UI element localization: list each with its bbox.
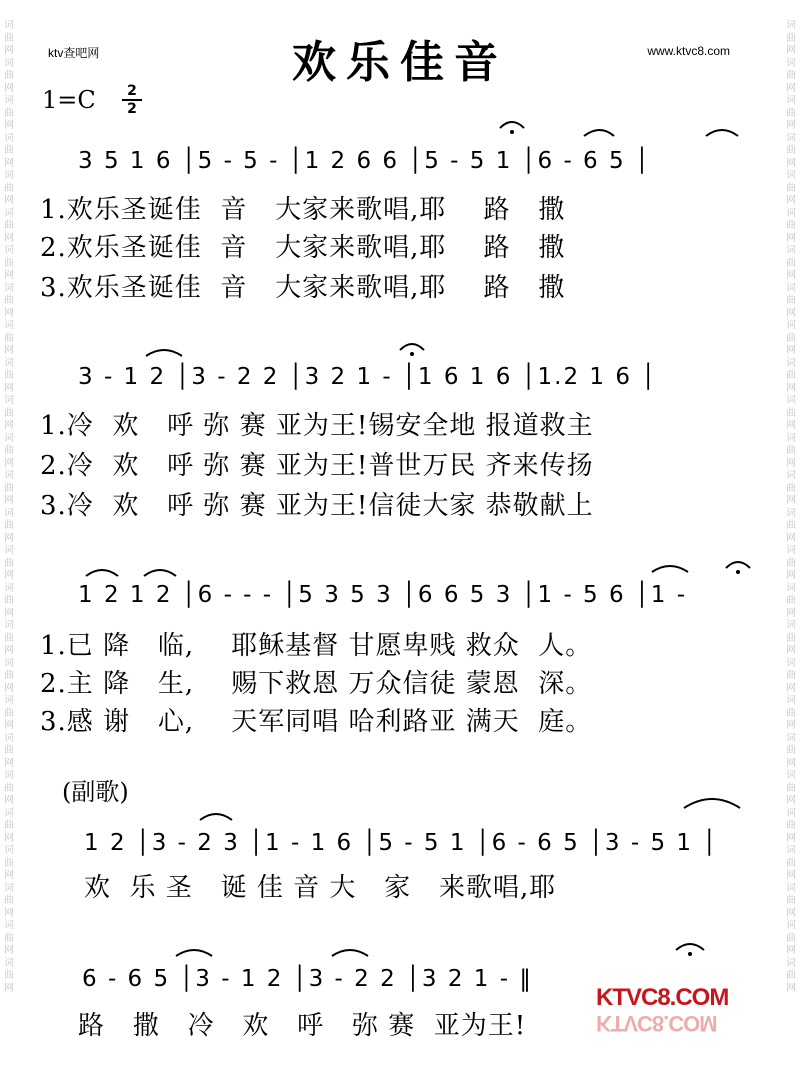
side-watermark-char: 曲 bbox=[786, 445, 796, 456]
side-watermark-char: 曲 bbox=[4, 857, 14, 869]
side-watermark-char: 曲 bbox=[786, 782, 796, 794]
side-watermark-char: 曲 bbox=[786, 670, 796, 681]
side-watermark-char: 曲 bbox=[786, 932, 796, 944]
side-watermark-char: 词 bbox=[4, 207, 14, 219]
side-watermark-char: 曲 bbox=[4, 820, 14, 831]
side-watermark-char: 词 bbox=[4, 432, 14, 444]
side-watermark-char: 网 bbox=[786, 157, 796, 169]
side-watermark-char: 网 bbox=[4, 45, 14, 56]
side-watermark-char: 词 bbox=[786, 807, 796, 819]
side-watermark-char: 词 bbox=[786, 320, 796, 331]
side-watermark-char: 网 bbox=[4, 232, 14, 244]
staff-line-1-lyric-1: 1.欢乐圣诞佳 音 大家来歌唱,耶 路 撒 bbox=[40, 195, 566, 225]
fermata-dot bbox=[410, 352, 414, 356]
side-watermark-char: 词 bbox=[786, 545, 796, 556]
side-watermark-char: 词 bbox=[786, 245, 796, 256]
refrain-label: (副歌) bbox=[62, 778, 129, 806]
side-watermark-char: 曲 bbox=[4, 595, 14, 606]
side-watermark-char: 词 bbox=[4, 732, 14, 744]
side-watermark-char: 词 bbox=[4, 582, 14, 594]
side-watermark-char: 曲 bbox=[786, 895, 796, 906]
side-watermark-char: 网 bbox=[786, 832, 796, 844]
side-watermark-char: 词 bbox=[4, 320, 14, 331]
side-watermark-char: 曲 bbox=[4, 407, 14, 419]
slur-mark bbox=[726, 562, 750, 568]
side-watermark-char: 词 bbox=[4, 957, 14, 969]
side-watermark-char: 曲 bbox=[786, 407, 796, 419]
side-watermark-char: 词 bbox=[786, 770, 796, 781]
slur-mark bbox=[706, 130, 738, 136]
side-watermark-char: 曲 bbox=[4, 707, 14, 719]
side-watermark-char: 网 bbox=[4, 945, 14, 956]
side-watermark-char: 词 bbox=[4, 20, 14, 31]
side-watermark-char: 词 bbox=[4, 245, 14, 256]
side-watermark-char: 曲 bbox=[4, 32, 14, 44]
side-watermark-char: 网 bbox=[786, 720, 796, 731]
site-url[interactable]: www.ktvc8.com bbox=[647, 44, 730, 58]
side-watermark-char: 网 bbox=[4, 532, 14, 544]
side-watermark-char: 网 bbox=[4, 120, 14, 131]
side-watermark-char: 曲 bbox=[786, 970, 796, 981]
slur-mark bbox=[500, 122, 524, 128]
side-watermark-char: 网 bbox=[786, 532, 796, 544]
side-watermark-char: 曲 bbox=[4, 745, 14, 756]
slur-mark bbox=[332, 950, 368, 956]
side-watermark-char: 网 bbox=[786, 795, 796, 806]
side-watermark-char: 曲 bbox=[4, 670, 14, 681]
side-watermark-char: 曲 bbox=[4, 332, 14, 344]
side-watermark-char: 曲 bbox=[786, 70, 796, 81]
staff-line-3-lyric-3: 3.感 谢 心, 天军同唱 哈利路亚 满天 庭。 bbox=[40, 707, 593, 737]
side-watermark-char: 曲 bbox=[786, 370, 796, 381]
side-watermark-char: 网 bbox=[786, 570, 796, 581]
slur-mark bbox=[584, 130, 614, 136]
side-watermark-char: 网 bbox=[4, 157, 14, 169]
side-watermark-char: 网 bbox=[4, 907, 14, 919]
side-watermark-char: 词 bbox=[4, 357, 14, 369]
side-watermark-char: 词 bbox=[4, 657, 14, 669]
side-watermark-char: 网 bbox=[4, 607, 14, 619]
side-watermark-char: 曲 bbox=[786, 32, 796, 44]
slur-mark bbox=[676, 944, 704, 950]
side-watermark-char: 曲 bbox=[786, 145, 796, 156]
side-watermark-char: 词 bbox=[786, 845, 796, 856]
side-watermark-char: 曲 bbox=[4, 370, 14, 381]
staff-line-2-lyric-3: 3.冷 欢 呼 弥 赛 亚为王!信徒大家 恭敬献上 bbox=[40, 491, 594, 521]
side-watermark-char: 词 bbox=[786, 957, 796, 969]
slur-mark bbox=[176, 950, 212, 956]
side-watermark-char: 词 bbox=[4, 282, 14, 294]
side-watermark-char: 曲 bbox=[4, 257, 14, 269]
side-watermark-char: 曲 bbox=[4, 632, 14, 644]
side-watermark-char: 网 bbox=[4, 195, 14, 206]
side-watermark-char: 曲 bbox=[786, 595, 796, 606]
side-watermark-char: 词 bbox=[4, 395, 14, 406]
side-watermark-char: 网 bbox=[4, 420, 14, 431]
site-name-left[interactable]: ktv查吧网 bbox=[48, 46, 100, 60]
slur-mark bbox=[200, 814, 232, 820]
side-watermark-char: 词 bbox=[786, 20, 796, 31]
slur-mark bbox=[652, 566, 688, 572]
side-watermark-char: 网 bbox=[4, 870, 14, 881]
side-watermark-char: 网 bbox=[786, 345, 796, 356]
slur-mark bbox=[684, 799, 740, 808]
side-watermark-char: 网 bbox=[786, 945, 796, 956]
side-watermark-left bbox=[2, 20, 16, 995]
side-watermark-char: 网 bbox=[786, 307, 796, 319]
side-watermark-char: 网 bbox=[4, 82, 14, 94]
side-watermark-char: 词 bbox=[4, 507, 14, 519]
side-watermark-char: 曲 bbox=[786, 707, 796, 719]
side-watermark-char: 曲 bbox=[4, 295, 14, 306]
side-watermark-char: 曲 bbox=[786, 632, 796, 644]
side-watermark-char: 曲 bbox=[786, 182, 796, 194]
side-watermark-char: 网 bbox=[786, 420, 796, 431]
fermata-dot bbox=[510, 130, 514, 134]
side-watermark-char: 网 bbox=[4, 495, 14, 506]
time-signature bbox=[122, 84, 142, 116]
side-watermark-char: 曲 bbox=[786, 820, 796, 831]
side-watermark-char: 词 bbox=[786, 57, 796, 69]
side-watermark-char: 网 bbox=[786, 645, 796, 656]
watermark-logo-reflection: KTVC8.COM bbox=[596, 1011, 717, 1036]
side-watermark-char: 曲 bbox=[4, 220, 14, 231]
side-watermark-char: 网 bbox=[4, 457, 14, 469]
staff-line-1-lyric-2: 2.欢乐圣诞佳 音 大家来歌唱,耶 路 撒 bbox=[40, 233, 566, 263]
side-watermark-char: 网 bbox=[4, 570, 14, 581]
side-watermark-char: 词 bbox=[786, 507, 796, 519]
side-watermark-char: 曲 bbox=[4, 70, 14, 81]
fermata-dot bbox=[736, 570, 740, 574]
side-watermark-char: 网 bbox=[786, 457, 796, 469]
side-watermark-char: 词 bbox=[4, 545, 14, 556]
side-watermark-char: 词 bbox=[4, 695, 14, 706]
staff-line-3-lyric-2: 2.主 降 生, 赐下救恩 万众信徒 蒙恩 深。 bbox=[40, 669, 593, 699]
side-watermark-char: 词 bbox=[786, 170, 796, 181]
side-watermark-char: 曲 bbox=[786, 745, 796, 756]
refrain-line-2-lyric: 路 撒 冷 欢 呼 弥 赛 亚为王! bbox=[78, 1011, 527, 1041]
side-watermark-char: 词 bbox=[4, 770, 14, 781]
side-watermark-char: 网 bbox=[786, 82, 796, 94]
side-watermark-char: 曲 bbox=[4, 482, 14, 494]
staff-line-2-lyric-2: 2.冷 欢 呼 弥 赛 亚为王!普世万民 齐来传扬 bbox=[40, 451, 594, 481]
side-watermark-char: 词 bbox=[4, 95, 14, 106]
side-watermark-char: 曲 bbox=[4, 782, 14, 794]
staff-line-1-notes: 3 5 1 6 │5 - 5 - │1 2 6 6 │5 - 5 1 │6 - 6 5 │ bbox=[78, 148, 651, 174]
side-watermark-char: 网 bbox=[786, 907, 796, 919]
side-watermark-char: 曲 bbox=[4, 895, 14, 906]
side-watermark-char: 曲 bbox=[4, 932, 14, 944]
side-watermark-char: 网 bbox=[786, 757, 796, 769]
refrain-line-1-lyric: 欢 乐 圣 诞 佳 音 大 家 来歌唱,耶 bbox=[84, 873, 557, 903]
side-watermark-char: 曲 bbox=[4, 970, 14, 981]
side-watermark-char: 词 bbox=[786, 620, 796, 631]
side-watermark-char: 网 bbox=[786, 870, 796, 881]
side-watermark-char: 词 bbox=[786, 882, 796, 894]
side-watermark-char: 词 bbox=[786, 732, 796, 744]
side-watermark-char: 曲 bbox=[786, 107, 796, 119]
refrain-line-2-notes: 6 - 6 5 │3 - 1 2 │3 - 2 2 │3 2 1 - ‖ bbox=[82, 966, 533, 992]
side-watermark-char: 网 bbox=[786, 195, 796, 206]
side-watermark-char: 网 bbox=[786, 270, 796, 281]
side-watermark-char: 词 bbox=[4, 920, 14, 931]
side-watermark-char: 网 bbox=[786, 120, 796, 131]
side-watermark-char: 网 bbox=[786, 607, 796, 619]
side-watermark-right bbox=[784, 20, 798, 995]
watermark-logo: KTVC8.COM bbox=[596, 984, 729, 1011]
side-watermark-char: 网 bbox=[4, 720, 14, 731]
side-watermark-char: 网 bbox=[4, 382, 14, 394]
side-watermark-char: 曲 bbox=[786, 257, 796, 269]
side-watermark-char: 词 bbox=[786, 395, 796, 406]
side-watermark-char: 词 bbox=[786, 582, 796, 594]
side-watermark-char: 网 bbox=[4, 270, 14, 281]
side-watermark-char: 网 bbox=[4, 982, 14, 994]
side-watermark-char: 词 bbox=[786, 695, 796, 706]
side-watermark-char: 词 bbox=[786, 95, 796, 106]
side-watermark-char: 曲 bbox=[786, 220, 796, 231]
side-watermark-char: 曲 bbox=[4, 520, 14, 531]
side-watermark-char: 词 bbox=[786, 207, 796, 219]
side-watermark-char: 词 bbox=[4, 470, 14, 481]
side-watermark-char: 曲 bbox=[786, 295, 796, 306]
staff-line-1-lyric-3: 3.欢乐圣诞佳 音 大家来歌唱,耶 路 撒 bbox=[40, 273, 566, 303]
slur-mark bbox=[400, 344, 424, 350]
side-watermark-char: 网 bbox=[4, 795, 14, 806]
slur-mark bbox=[146, 350, 182, 356]
side-watermark-char: 曲 bbox=[4, 557, 14, 569]
side-watermark-char: 网 bbox=[786, 682, 796, 694]
side-watermark-char: 网 bbox=[4, 757, 14, 769]
side-watermark-char: 网 bbox=[786, 382, 796, 394]
side-watermark-char: 曲 bbox=[786, 482, 796, 494]
side-watermark-char: 网 bbox=[4, 345, 14, 356]
side-watermark-char: 词 bbox=[786, 132, 796, 144]
side-watermark-char: 词 bbox=[786, 657, 796, 669]
side-watermark-char: 词 bbox=[786, 282, 796, 294]
side-watermark-char: 词 bbox=[4, 807, 14, 819]
side-watermark-char: 网 bbox=[4, 832, 14, 844]
side-watermark-char: 词 bbox=[786, 470, 796, 481]
song-title: 欢乐佳音 bbox=[292, 37, 508, 88]
side-watermark-char: 网 bbox=[786, 232, 796, 244]
staff-line-2-lyric-1: 1.冷 欢 呼 弥 赛 亚为王!锡安全地 报道救主 bbox=[40, 411, 594, 441]
side-watermark-char: 词 bbox=[786, 432, 796, 444]
side-watermark-char: 词 bbox=[4, 882, 14, 894]
side-watermark-char: 网 bbox=[786, 45, 796, 56]
side-watermark-char: 曲 bbox=[786, 520, 796, 531]
side-watermark-char: 曲 bbox=[786, 332, 796, 344]
side-watermark-char: 词 bbox=[4, 170, 14, 181]
side-watermark-char: 网 bbox=[4, 682, 14, 694]
refrain-line-1-notes: 1 2 │3 - 2 3 │1 - 1 6 │5 - 5 1 │6 - 6 5 │3 - 5 1 │ bbox=[84, 830, 719, 856]
side-watermark-char: 词 bbox=[4, 57, 14, 69]
staff-line-3-lyric-1: 1.已 降 临, 耶稣基督 甘愿卑贱 救众 人。 bbox=[40, 631, 593, 661]
meter-top: 2 bbox=[127, 83, 137, 99]
side-watermark-char: 网 bbox=[786, 982, 796, 994]
side-watermark-char: 词 bbox=[4, 845, 14, 856]
key-signature: 1=C bbox=[42, 86, 96, 114]
side-watermark-char: 词 bbox=[4, 132, 14, 144]
staff-line-2-notes: 3 - 1 2 │3 - 2 2 │3 2 1 - │1 6 1 6 │1.2 1 6 │ bbox=[78, 364, 658, 390]
side-watermark-char: 网 bbox=[786, 495, 796, 506]
side-watermark-char: 曲 bbox=[786, 857, 796, 869]
side-watermark-char: 词 bbox=[4, 620, 14, 631]
side-watermark-char: 曲 bbox=[4, 145, 14, 156]
side-watermark-char: 词 bbox=[786, 920, 796, 931]
meter-bottom: 2 bbox=[127, 101, 137, 117]
side-watermark-char: 曲 bbox=[4, 182, 14, 194]
side-watermark-char: 网 bbox=[4, 307, 14, 319]
side-watermark-char: 网 bbox=[4, 645, 14, 656]
side-watermark-char: 曲 bbox=[4, 445, 14, 456]
side-watermark-char: 曲 bbox=[4, 107, 14, 119]
staff-line-3-notes: 1 2 1 2 │6 - - - │5 3 5 3 │6 6 5 3 │1 - 5 6 │1 - bbox=[78, 582, 697, 608]
fermata-dot bbox=[688, 952, 692, 956]
side-watermark-char: 词 bbox=[786, 357, 796, 369]
side-watermark-char: 曲 bbox=[786, 557, 796, 569]
